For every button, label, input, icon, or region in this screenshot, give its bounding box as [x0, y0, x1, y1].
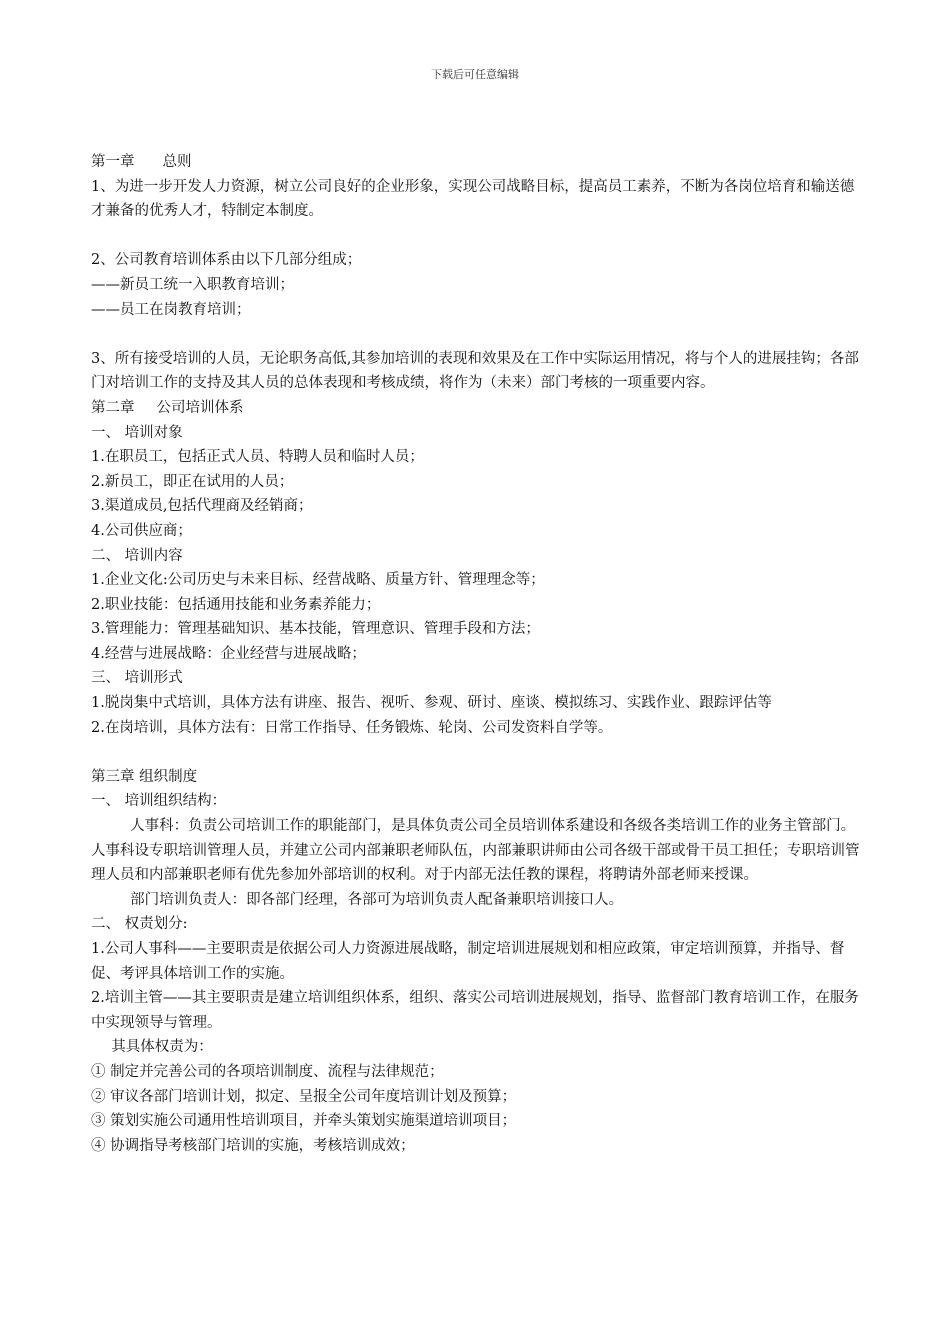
document-body — [91, 150, 861, 1158]
chapter-1-title — [91, 150, 861, 175]
paragraph: 2.培训主管——其主要职责是建立培训组织体系，组织、落实公司培训进展规划，指导、监督部门教育培训工作，在服务中实现领导与管理。 — [91, 990, 859, 1031]
page-header: 下载后可任意编辑 — [431, 68, 519, 81]
chapter-2-number: 第二章 — [91, 399, 135, 416]
section-heading: 一、 培训组织结构： — [91, 793, 227, 810]
list-item: 2.职业技能：包括通用技能和业务素养能力； — [91, 596, 381, 613]
paragraph: 人事科：负责公司培训工作的职能部门，是具体负责公司全员培训体系建设和各级各类培训工作的业务主管部门。人事科设专职培训管理人员，并建立公司内部兼职老师队伍，内部兼职讲师由公司各级干部或骨干员工担任；专职培训管理人员和内部兼职老师有优先参加外部培训的权利。对于内部无法任教的课程，将聘请外部老师来授课。 — [91, 818, 860, 884]
paragraph: 其具体权责为： — [111, 1039, 213, 1056]
section-heading: 一、 培训对象 — [91, 424, 183, 441]
list-item: ④ 协调指导考核部门培训的实施，考核培训成效； — [91, 1137, 415, 1154]
list-item: 1.脱岗集中式培训，具体方法有讲座、报告、视听、参观、研讨、座谈、模拟练习、实践作业、跟踪评估等 — [91, 695, 772, 712]
list-item: 3.管理能力：管理基础知识、基本技能，管理意识、管理手段和方法； — [91, 621, 540, 638]
chapter-1-name: 总则 — [162, 154, 192, 170]
paragraph: 部门培训负责人：即各部门经理，各部可为培训负责人配备兼职培训接口人。 — [130, 891, 624, 908]
section-heading: 三、 培训形式 — [91, 670, 183, 687]
list-item: ① 制定并完善公司的各项培训制度、流程与法律规范； — [91, 1063, 444, 1080]
list-item: 4.经营与进展战略：企业经营与进展战略； — [91, 645, 366, 662]
list-item: 3.渠道成员,包括代理商及经销商； — [91, 498, 313, 515]
chapter-2-name: 公司培训体系 — [156, 399, 244, 416]
chapter-1-number: 第一章 — [91, 154, 135, 170]
list-item: 1.企业文化:公司历史与未来目标、经营战略、质量方针、管理理念等； — [91, 572, 545, 589]
chapter-1-item-a: ——新员工统一入职教育培训； — [91, 276, 294, 293]
list-item: 4.公司供应商； — [91, 522, 192, 539]
section-heading: 二、 培训内容 — [91, 547, 183, 564]
list-item: ③ 策划实施公司通用性培训项目，并牵头策划实施渠道培训项目； — [91, 1113, 517, 1130]
chapter-1-paragraph-1: 1、为进一步开发人力资源，树立公司良好的企业形象，实现公司战略目标，提高员工素养，不断为各岗位培育和输送德才兼备的优秀人才，特制定本制度。 — [91, 178, 855, 220]
paragraph: 1.公司人事科——主要职责是依据公司人力资源进展战略，制定培训进展规划和相应政策，审定培训预算，并指导、督促、考评具体培训工作的实施。 — [91, 941, 845, 982]
chapter-1-paragraph-2: 2、公司教育培训体系由以下几部分组成； — [91, 252, 362, 269]
list-item: 1.在职员工，包括正式人员、特聘人员和临时人员； — [91, 449, 424, 466]
list-item: 2.新员工，即正在试用的人员； — [91, 473, 294, 490]
chapter-2-title — [91, 396, 861, 421]
list-item: 2.在岗培训，具体方法有：日常工作指导、任务锻炼、轮岗、公司发资料自学等。 — [91, 719, 613, 736]
chapter-3-title: 第三章 组织制度 — [91, 768, 198, 785]
list-item: ② 审议各部门培训计划，拟定、呈报全公司年度培训计划及预算； — [91, 1088, 517, 1105]
chapter-1-paragraph-3: 3、所有接受培训的人员，无论职务高低,其参加培训的表现和效果及在工作中实际运用情况，将与个人的进展挂钩；各部门对培训工作的支持及其人员的总体表现和考核成绩，将作为（未来）部门考核的一项重要内容。 — [91, 350, 859, 392]
chapter-1-item-b: ——员工在岗教育培训； — [91, 301, 251, 318]
section-heading: 二、 权责划分: — [91, 916, 188, 933]
